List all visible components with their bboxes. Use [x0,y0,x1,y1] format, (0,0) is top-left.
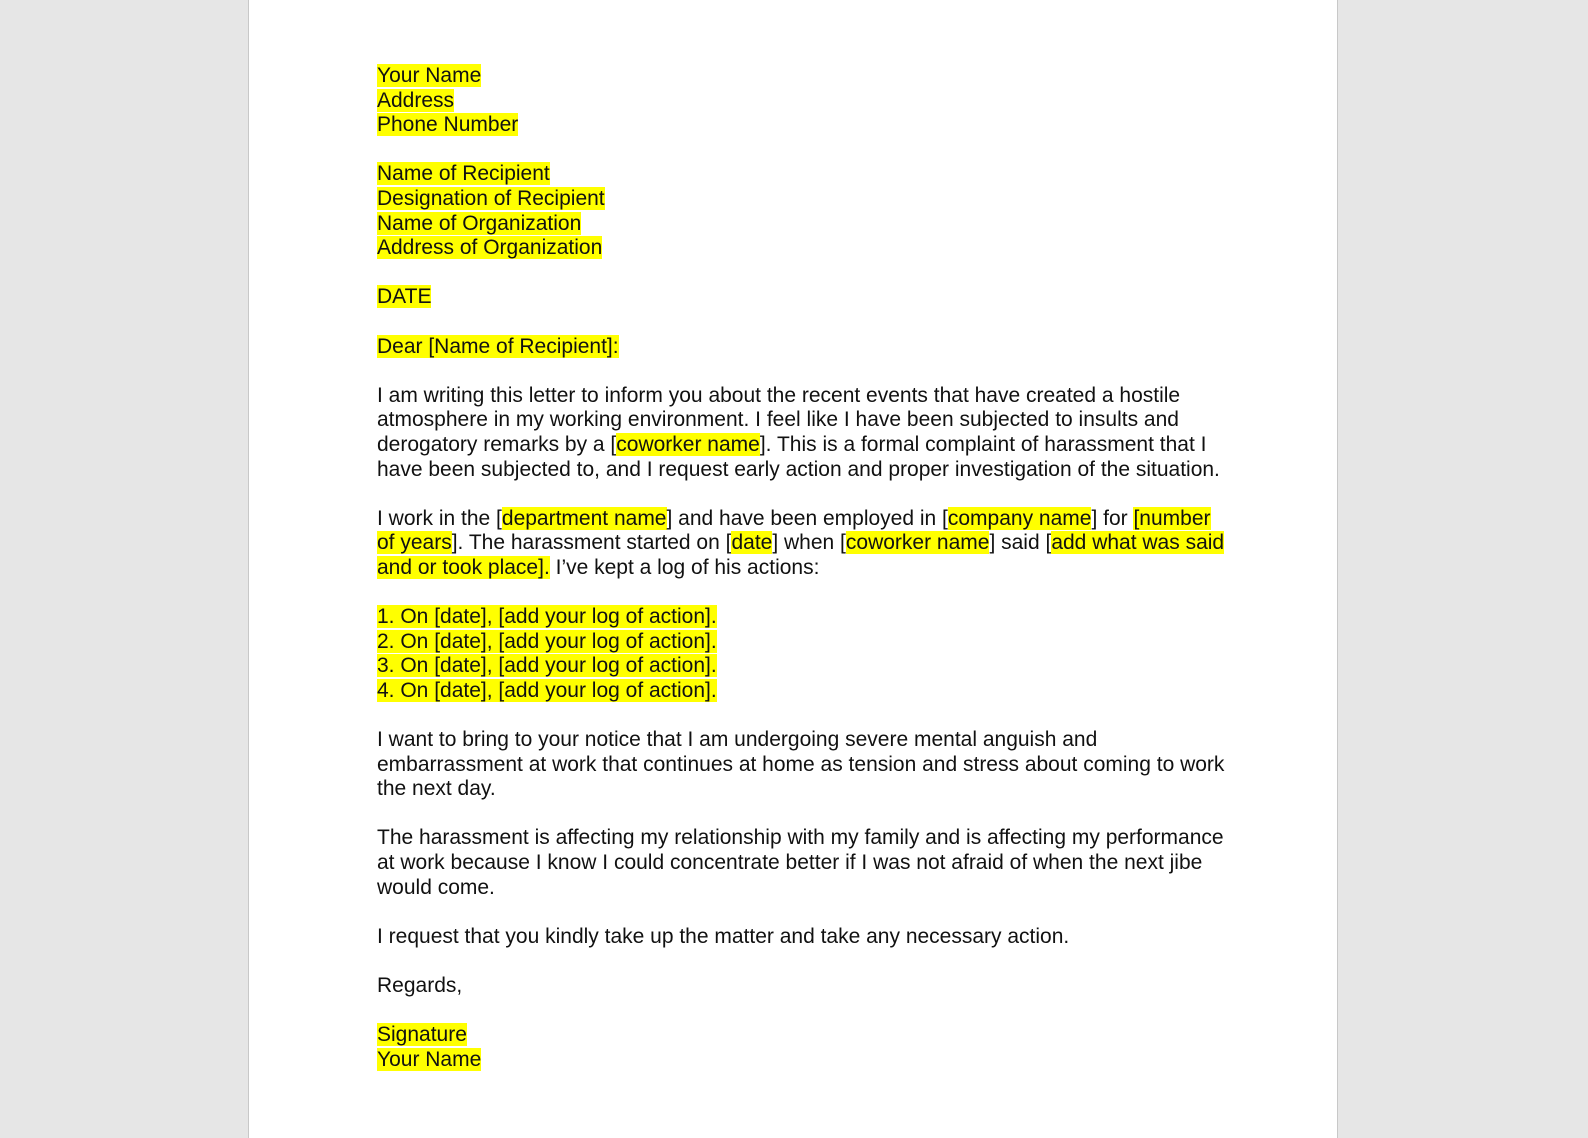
para1-text-1: I am writing this letter to inform you about the recent events that have created a hostile atmosphere in my working environment. I feel like I have been subjected to insults and derogatory remarks by a [ [377,383,1181,456]
para1-text-2: ]. This is a formal complaint of harassment that I have been subjected to, and I request early action and proper investigation of the situation. [377,432,1220,481]
log-item: 3. On [date], [add your log of action]. [377,654,717,678]
para2-text-1: I work in the [ [377,506,502,530]
para1-placeholder-coworker: coworker name [616,432,760,456]
log-list [377,605,1227,703]
salutation-block [377,335,1227,360]
para2-text-7: I’ve kept a log of his actions: [549,555,820,579]
recipient-block [377,162,1227,260]
signature-name: Your Name [377,1047,482,1071]
para2-placeholder-coworker: coworker name [845,531,990,555]
sender-name: Your Name [377,64,482,87]
paragraph-4: The harassment is affecting my relationship with my family and is affecting my performance at work because I know I could concentrate better if I was not afraid of when the next jibe would come. [377,826,1224,899]
closing: Regards, [377,973,463,997]
para2-placeholder-company: company name [947,506,1092,530]
log-item: 2. On [date], [add your log of action]. [377,629,717,653]
signature-label: Signature [377,1023,467,1047]
recipient-designation: Designation of Recipient [377,186,605,210]
para2-placeholder-years: [number of years [377,506,1211,555]
paragraph-3: I want to bring to your notice that I am undergoing severe mental anguish and embarrassment at work that continues at home as tension and stress about coming to work the next day. [377,728,1225,801]
recipient-name: Name of Recipient [377,162,550,186]
date-block [377,285,1227,310]
recipient-organization: Name of Organization [377,211,582,235]
para2-text-3: ] for [1091,506,1134,530]
para2-text-4: ]. The harassment started on [ [451,531,732,555]
letter-body [377,64,1227,1097]
document-page [248,0,1338,1138]
paragraph-2 [377,507,1227,581]
letter-date: DATE [377,285,432,309]
para2-placeholder-department: department name [501,506,667,530]
log-item: 1. On [date], [add your log of action]. [377,605,717,629]
para2-placeholder-date: date [731,531,773,555]
salutation: Dear [Name of Recipient]: [377,334,619,358]
para2-text-6: ] said [ [989,531,1052,555]
log-item: 4. On [date], [add your log of action]. [377,678,717,702]
para2-text-5: ] when [ [772,531,846,555]
sender-block [377,64,1227,138]
sender-phone: Phone Number [377,113,519,137]
para2-text-2: ] and have been employed in [ [666,506,948,530]
paragraph-1 [377,384,1227,482]
signature-block [377,1023,1227,1072]
recipient-org-address: Address of Organization [377,236,603,260]
para2-placeholder-what-said: add what was said and or took place]. [377,531,1225,579]
paragraph-5: I request that you kindly take up the matter and take any necessary action. [377,924,1070,948]
sender-address: Address [377,88,455,112]
